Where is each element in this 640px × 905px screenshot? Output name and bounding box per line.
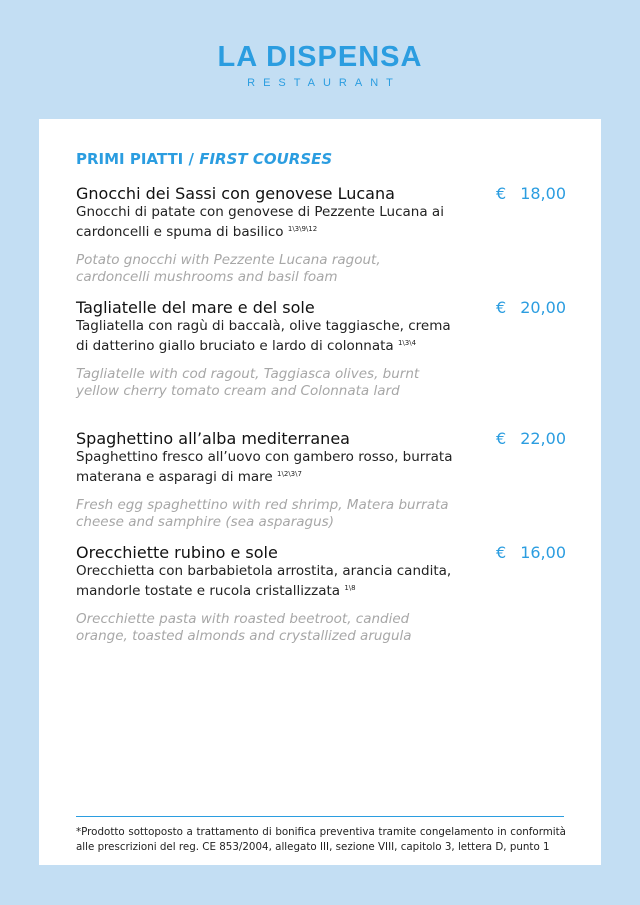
dish-description-en: Tagliatelle with cod ragout, Taggiasca olives, burnt yellow cherry tomato cream and Colonnata lard	[76, 366, 420, 399]
dish-description-en: Orecchiette pasta with roasted beetroot, candied orange, toasted almonds and crystallized arugula	[76, 611, 412, 644]
footnote-divider	[76, 816, 564, 817]
restaurant-logo	[0, 40, 640, 89]
brand-subtitle: RESTAURANT	[247, 77, 401, 89]
currency-symbol: €	[496, 543, 507, 562]
dish-name: Orecchiette rubino e sole	[76, 543, 278, 562]
dish-price: € 20,00	[496, 298, 566, 317]
dish-name: Spaghettino all’alba mediterranea	[76, 429, 350, 448]
currency-symbol: €	[496, 429, 507, 448]
currency-symbol: €	[496, 184, 507, 203]
dish-item	[76, 543, 566, 645]
section-title-it: PRIMI PIATTI /	[76, 150, 194, 168]
dish-price: € 18,00	[496, 184, 566, 203]
dish-description-en: Fresh egg spaghettino with red shrimp, Matera burrata cheese and samphire (sea asparagus)	[76, 497, 449, 530]
dish-item	[76, 298, 566, 400]
dish-description-it: Tagliatella con ragù di baccalà, olive taggiasche, crema di datterino giallo bruciato e lardo di colonnata $^{1\backslash 3\backslash 4}$	[76, 318, 451, 354]
dish-price: € 22,00	[496, 429, 566, 448]
section-title-en: FIRST COURSES	[199, 150, 333, 168]
dish-name: Tagliatelle del mare e del sole	[76, 298, 315, 317]
section-title	[76, 150, 332, 168]
currency-symbol: €	[496, 298, 507, 317]
footnote: *Prodotto sottoposto a trattamento di bonifica preventiva tramite congelamento in conformità alle prescrizioni del reg. CE 853/2004, allegato III, sezione VIII, capitolo 3, lettera D, punto 1	[76, 826, 566, 853]
dish-description-en: Potato gnocchi with Pezzente Lucana ragout, cardoncelli mushrooms and basil foam	[76, 252, 381, 285]
allergen-codes: 1\8	[344, 584, 356, 592]
allergen-codes: 1\2\3\7	[277, 470, 302, 478]
dish-price: € 16,00	[496, 543, 566, 562]
menu-card	[39, 119, 601, 865]
dish-description-it: Orecchietta con barbabietola arrostita, arancia candita, mandorle tostate e rucola cristallizzata $^{1\backslash 8}$	[76, 563, 452, 599]
dish-description-it: Spaghettino fresco all’uovo con gambero rosso, burrata materana e asparagi di mare $^{1\backslash 2\backslash 3\backslash 7}$	[76, 449, 453, 485]
brand-name: LA DISPENSA	[217, 41, 423, 73]
allergen-codes: 1\3\4	[397, 339, 417, 347]
dish-name: Gnocchi dei Sassi con genovese Lucana	[76, 184, 395, 203]
dish-description-it: Gnocchi di patate con genovese di Pezzente Lucana ai cardoncelli e spuma di basilico $^{1\backslash 3\backslash 9\backslash 12}$	[76, 204, 444, 240]
allergen-codes: 1\3\9\12	[287, 225, 318, 233]
dish-item	[76, 429, 566, 531]
dish-item	[76, 184, 566, 286]
